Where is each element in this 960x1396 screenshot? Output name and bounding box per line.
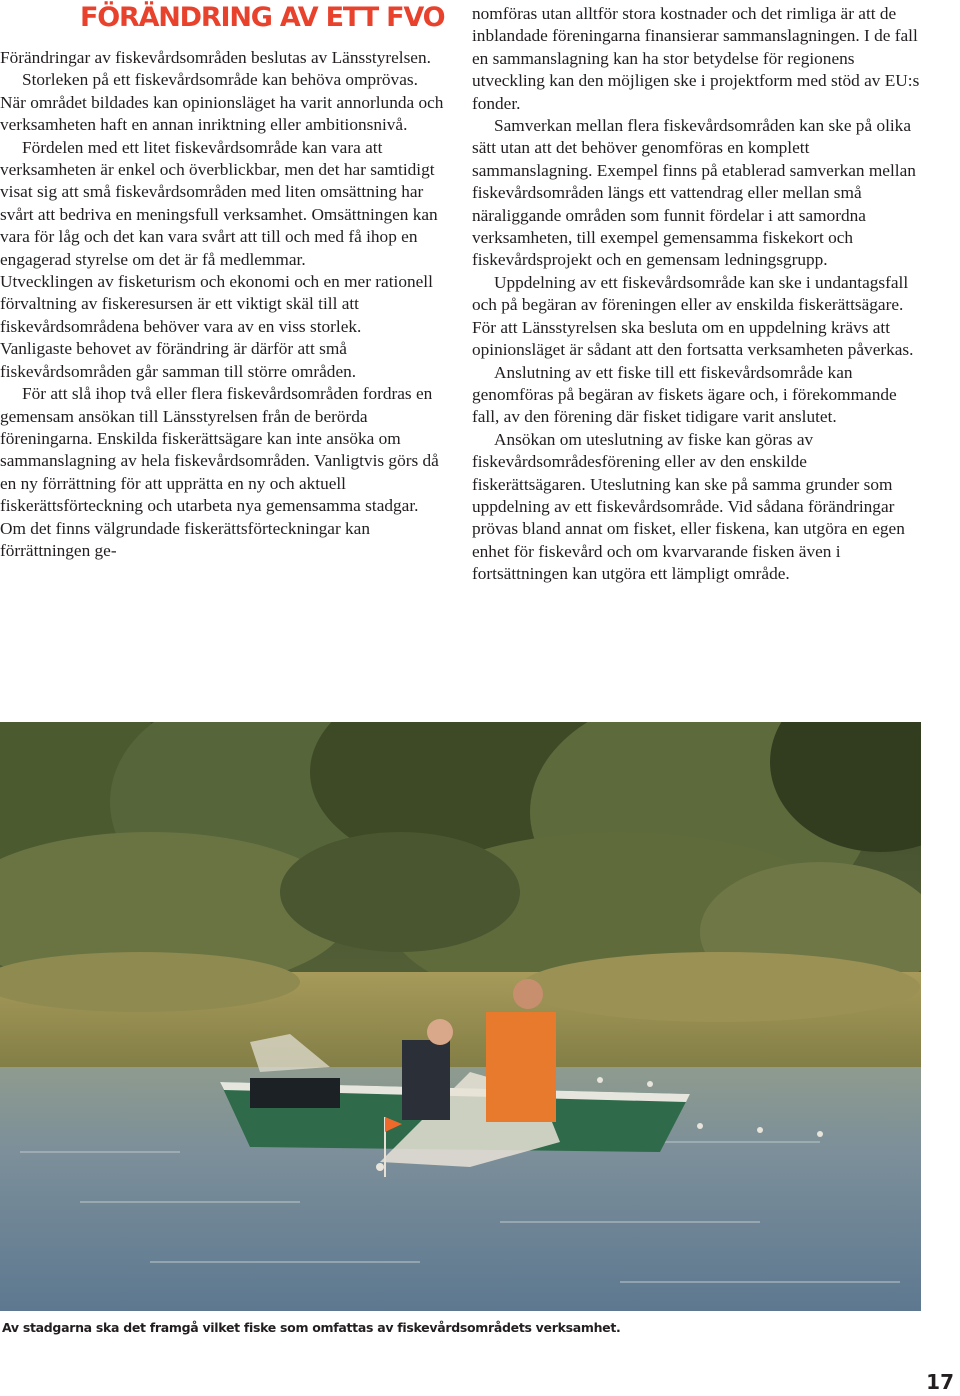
page-number: 17 (926, 1370, 954, 1394)
paragraph: Vanligaste behovet av förändring är därför att små fiskevårdsområden går samman till större områden. (0, 339, 357, 381)
right-body (472, 3, 924, 586)
lake-fishing-photo (0, 722, 921, 1311)
paragraph: nomföras utan alltför stora kostnader och det rimliga är att de inblandade föreningarna finansierar sammanslagningen. I de fall en sammanslagning kan ha stor betydelse för regionens utveckling kan den möjligen ske i projektform med stöd av EU:s fonder. (472, 4, 920, 113)
paragraph: För att slå ihop två eller flera fiskevårdsområden fordras en gemensam ansökan till Länsstyrelsen från de berörda föreningarna. Enskilda fiskerättsägare kan inte ansöka om sammanslagning av hela fiskevårdsområden. Vanligtvis görs då en ny förrättning för att upprätta en ny och aktuell fiskerättsförteckning och utarbeta nya gemensamma stadgar. Om det finns välgrundade fiskerättsförteckningar kan förrättningen ge- (0, 384, 439, 560)
photo-illustration (0, 722, 921, 1311)
photo-caption: Av stadgarna ska det framgå vilket fiske som omfattas av fiskevårdsområdets verksamhet. (2, 1320, 621, 1335)
paragraph: Förändringar av fiskevårdsområden beslutas av Länsstyrelsen. (0, 48, 431, 67)
paragraph: Uppdelning av ett fiskevårdsområde kan ske i undantagsfall och på begäran av föreningen eller av enskilda fiskerättsägare. För att Länsstyrelsen ska besluta om en uppdelning krävs att opinionsläget är sådant att den fortsatta verksamheten påverkas. (472, 272, 914, 360)
paragraph: Fördelen med ett litet fiskevårdsområde kan vara att verksamheten är enkel och överblickbar, men det har samtidigt visat sig att små fiskevårdsområden med liten omsättning har svårt att bedriva en meningsfull verksamhet. Omsättningen kan vara för låg och det kan vara svårt att till och med få ihop en engagerad styrelse om det är få medlemmar. (0, 137, 438, 269)
paragraph: Utvecklingen av fisketurism och ekonomi och en mer rationell förvaltning av fiskeresursen är ett viktigt skäl till att fiskevårdsområdena behöver vara av en viss storlek. (0, 272, 433, 336)
paragraph: Ansökan om uteslutning av fiske kan göras av fiskevårdsområdesförening eller av den enskilde fiskerättsägaren. Uteslutning kan ske på samma grunder som uppdelning av ett fiskevårdsområde. Vid sådana förändringar prövas bland annat om fisket, eller fiskena, kan utgöra en egen enhet för fiskevård och om kvarvarande fisken även i fortsättningen kan utgöra ett lämpligt område. (472, 429, 905, 584)
paragraph: Storleken på ett fiskevårdsområde kan behöva omprövas. När området bildades kan opinionsläget ha varit annorlunda och verksamheten haft en annan inriktning eller ambitionsnivå. (0, 70, 444, 135)
page-heading: FÖRÄNDRING AV ETT FVO (80, 2, 445, 33)
paragraph: Samverkan mellan flera fiskevårdsområden kan ske på olika sätt utan att det behöver genomföras en komplett sammanslagning. Exempel finns på etablerad samverkan mellan fiskevårdsområden längs ett vattendrag eller mellan små näraliggande områden som funnit fördelar i att samordna verksamheten, till exempel gemensamma fiskekort och fiskevårdsprojekt och en gemensam ledningsgrupp. (472, 116, 916, 270)
paragraph: Anslutning av ett fiske till ett fiskevårdsområde kan genomföras på begäran av fiskets ägare och, i förekommande fall, av den förening där fisket tidigare varit anslutet. (472, 362, 897, 427)
left-body (0, 47, 446, 562)
